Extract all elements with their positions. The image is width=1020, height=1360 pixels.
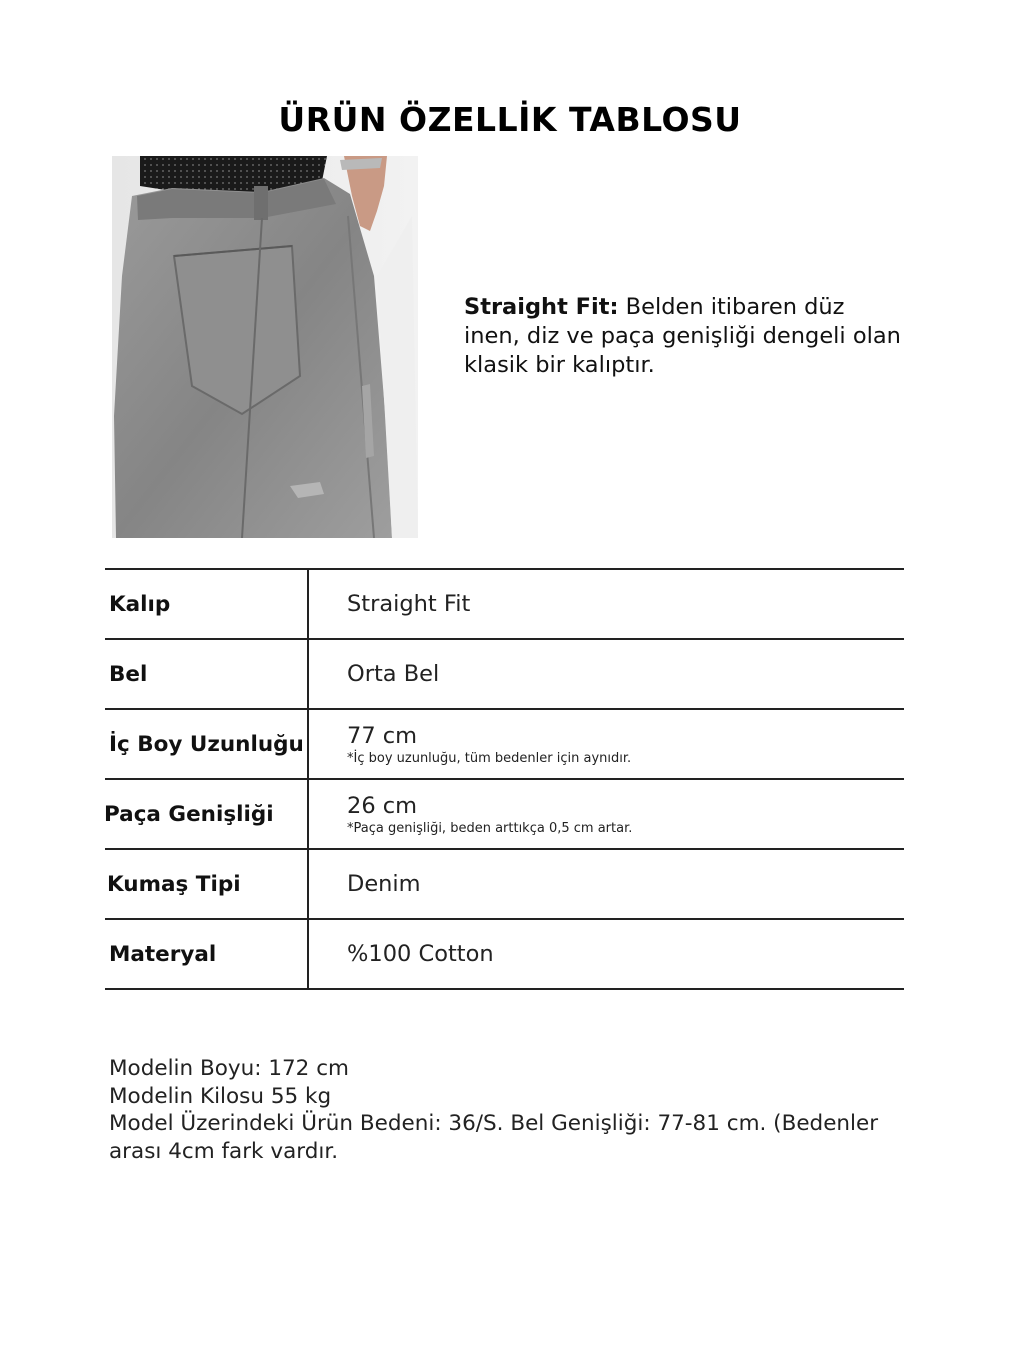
- spec-value-cell: [347, 920, 887, 988]
- spec-label: Kalıp: [109, 591, 171, 617]
- spec-table: [105, 568, 904, 990]
- model-info: [109, 1055, 909, 1165]
- model-size: Model Üzerindeki Ürün Bedeni: 36/S. Bel Genişliği: 77-81 cm. (Bedenler arası 4cm fark vardır.: [109, 1111, 879, 1164]
- spec-value: 26 cm: [347, 792, 418, 819]
- spec-value-cell: [347, 710, 887, 778]
- spec-value-cell: [347, 850, 887, 918]
- column-divider: [307, 780, 309, 850]
- spec-row-kumas: [105, 848, 904, 918]
- column-divider: [307, 710, 309, 780]
- spec-note: *Paça genişliği, beden arttıkça 0,5 cm artar.: [347, 820, 633, 836]
- spec-label: Materyal: [109, 941, 217, 967]
- fit-description: [464, 293, 904, 380]
- spec-value: %100 Cotton: [347, 941, 494, 967]
- spec-row-kalip: [105, 568, 904, 638]
- spec-value: Straight Fit: [347, 591, 471, 617]
- spec-value: 77 cm: [347, 722, 418, 749]
- spec-label: İç Boy Uzunluğu: [109, 731, 304, 757]
- spec-label: Paça Genişliği: [104, 801, 274, 827]
- fit-term: Straight Fit:: [464, 294, 619, 320]
- page-title: ÜRÜN ÖZELLİK TABLOSU: [278, 100, 742, 139]
- spec-row-ic-boy: [105, 708, 904, 778]
- spec-label: Bel: [109, 661, 148, 687]
- spec-row-bel: [105, 638, 904, 708]
- spec-value: Denim: [347, 871, 421, 897]
- column-divider: [307, 570, 309, 640]
- spec-value-cell: [347, 570, 887, 638]
- fit-text: Belden itibaren düz inen, diz ve paça genişliği dengeli olan klasik bir kalıptır.: [464, 294, 901, 378]
- spec-label: Kumaş Tipi: [107, 871, 241, 897]
- product-photo-jeans-back: [112, 156, 418, 538]
- spec-row-paca: [105, 778, 904, 848]
- model-height: Modelin Boyu: 172 cm: [109, 1056, 349, 1081]
- column-divider: [307, 850, 309, 920]
- spec-note: *İç boy uzunluğu, tüm bedenler için aynıdır.: [347, 750, 632, 766]
- spec-value: Orta Bel: [347, 661, 440, 687]
- model-weight: Modelin Kilosu 55 kg: [109, 1083, 332, 1109]
- column-divider: [307, 640, 309, 710]
- spec-row-materyal: [105, 918, 904, 990]
- column-divider: [307, 920, 309, 990]
- spec-value-cell: [347, 640, 887, 708]
- spec-value-cell: [347, 780, 887, 848]
